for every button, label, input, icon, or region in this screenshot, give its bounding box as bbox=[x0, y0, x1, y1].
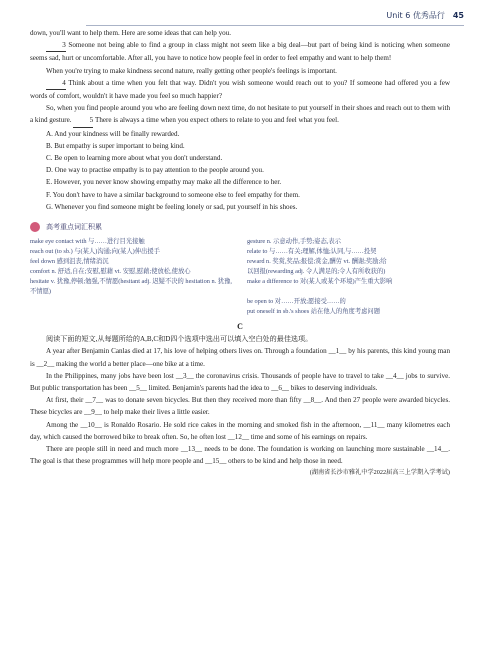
unit-title: Unit 6 优秀品行 bbox=[386, 10, 445, 20]
paragraph: 3 Someone not being able to find a group in class might not seem like a big deal—but part of being kind is noticing when someone seems sad, hurt or uncomfortable. After all, you have to notice how people feel in order to feel empathy and want to help them! bbox=[30, 41, 450, 63]
vocab-item: put oneself in sb.'s shoes 站在他人的角度考虑问题 bbox=[247, 308, 381, 316]
paragraph: When you're trying to make kindness second nature, really getting other people's feelings is important. bbox=[46, 66, 337, 75]
vocab-item: comfort n. 舒适,自在;安慰,慰藉 vt. 安慰,慰藉;使放松,使放心 bbox=[30, 268, 191, 276]
vocab-list bbox=[30, 237, 450, 317]
page-header bbox=[386, 8, 464, 22]
paragraph: So, when you find people around you who are feeling down next time, do not hesitate to put yourself in their shoes and reach out to them with a kind gesture. 5 There is always a time when you expect others to relate to you and feel what you feel. bbox=[30, 102, 450, 127]
option-f: F. You don't have to have a similar background to someone else to feel empathy for them. bbox=[46, 190, 300, 199]
source-note: (湖南省长沙市雅礼中学2022届高三上学期入学考试) bbox=[309, 469, 450, 477]
c-paragraph: At first, their __7__ was to donate seven bicycles. But then they received more than fifty __8__. And then 27 people were awarded bicycles. These bicycles are __9__ to help make their lives a little easier. bbox=[30, 396, 450, 417]
blank-3: 3 bbox=[46, 39, 66, 52]
page-number: 45 bbox=[452, 10, 464, 20]
c-paragraph: There are people still in need and much more __13__ needs to be done. The foundation is working on launching more sustainable __14__. The goal is that these programmes will help more people and __15__ others to be kind and help those in need. (湖南省长沙市雅礼中学2022届高三上学期入学考试) bbox=[30, 443, 450, 467]
vocab-item: hesitate v. 犹豫,停顿;勉强,不情愿(hesitant adj. 迟疑不决的 hesitation n. 犹豫,不情愿) bbox=[30, 278, 232, 296]
c-paragraph: Among the __10__ is Ronaldo Rosario. He sold rice cakes in the morning and smoked fish in the afternoon, __11__ many kilometres each day, which caused the borrowed bike to break often. So, he often lost __12__ time and some of his earnings on repairs. bbox=[30, 420, 450, 441]
vocab-item bbox=[30, 307, 233, 317]
paragraph: 4 Think about a time when you felt that way. Didn't you wish someone would reach out to you? If someone had offered you a few words of comfort, wouldn't it have made you feel so much happier? bbox=[30, 78, 450, 101]
option-e: E. However, you never know showing empathy may make all the difference to her. bbox=[46, 178, 282, 187]
blank-5: 5 bbox=[73, 114, 93, 127]
vocab-title: 高考重点词汇积累 bbox=[30, 219, 450, 235]
blank-4: 4 bbox=[46, 77, 66, 90]
header-rule bbox=[86, 25, 464, 26]
vocab-item: make a difference to 对(某人或某个环境)产生重大影响 bbox=[247, 278, 393, 286]
option-g: G. Whenever you find someone might be feeling lonely or sad, put yourself in his shoes. bbox=[46, 202, 298, 211]
option-c: C. Be open to learning more about what you don't understand. bbox=[46, 154, 223, 163]
c-paragraph: In the Philippines, many jobs have been lost __3__ the coronavirus crisis. Thousands of people have to travel to take __4__ jobs to survive. But public transportation has been __5__ limited. Benjamin's parents had the idea to __6__ bikes to deserving individuals. bbox=[30, 371, 450, 393]
passage bbox=[30, 27, 450, 480]
section-c-heading: C bbox=[237, 322, 243, 332]
vocab-item: make eye contact with 与……进行目光接触 bbox=[30, 238, 145, 246]
vocab-item: be open to 对……开放;愿接受……的 bbox=[247, 298, 346, 306]
vocab-item: gesture n. 示意动作,手势;姿态,表示 bbox=[247, 238, 341, 246]
option-a: A. And your kindness will be finally rewarded. bbox=[46, 129, 180, 138]
option-b: B. But empathy is super important to being kind. bbox=[46, 141, 185, 150]
vocab-badge-icon bbox=[30, 222, 40, 232]
vocab-item: 以回报(rewarding adj. 令人满足的;令人有所收获的) bbox=[247, 268, 386, 276]
paragraph: down, you'll want to help them. Here are some ideas that can help you. bbox=[30, 29, 232, 37]
vocab-item: reward n. 奖赏,奖品;报偿;赏金,酬劳 vt. 酬谢;奖励;给 bbox=[247, 258, 387, 266]
vocab-item: reach out (to sb.) 与(某人)沟通;向(某人)伸出援手 bbox=[30, 248, 160, 256]
c-paragraph: A year after Benjamin Canlas died at 17, his love of helping others lives on. Through a foundation __1__ by his parents, this kind young man is __2__ making the world a better place—one bike at a time. bbox=[30, 347, 450, 368]
option-d: D. One way to practise empathy is to pay attention to the people around you. bbox=[46, 166, 264, 175]
vocab-item: relate to 与……有关;理解,体恤;认同,与……投契 bbox=[247, 248, 377, 256]
options-list bbox=[46, 128, 450, 213]
vocab-item bbox=[30, 297, 233, 307]
vocab-item: feel down 感到沮丧,情绪消沉 bbox=[30, 258, 109, 266]
c-instruction: 阅读下面的短文,从每题所给的A,B,C和D四个选项中选出可以填入空白处的最佳选项。 bbox=[46, 335, 313, 344]
